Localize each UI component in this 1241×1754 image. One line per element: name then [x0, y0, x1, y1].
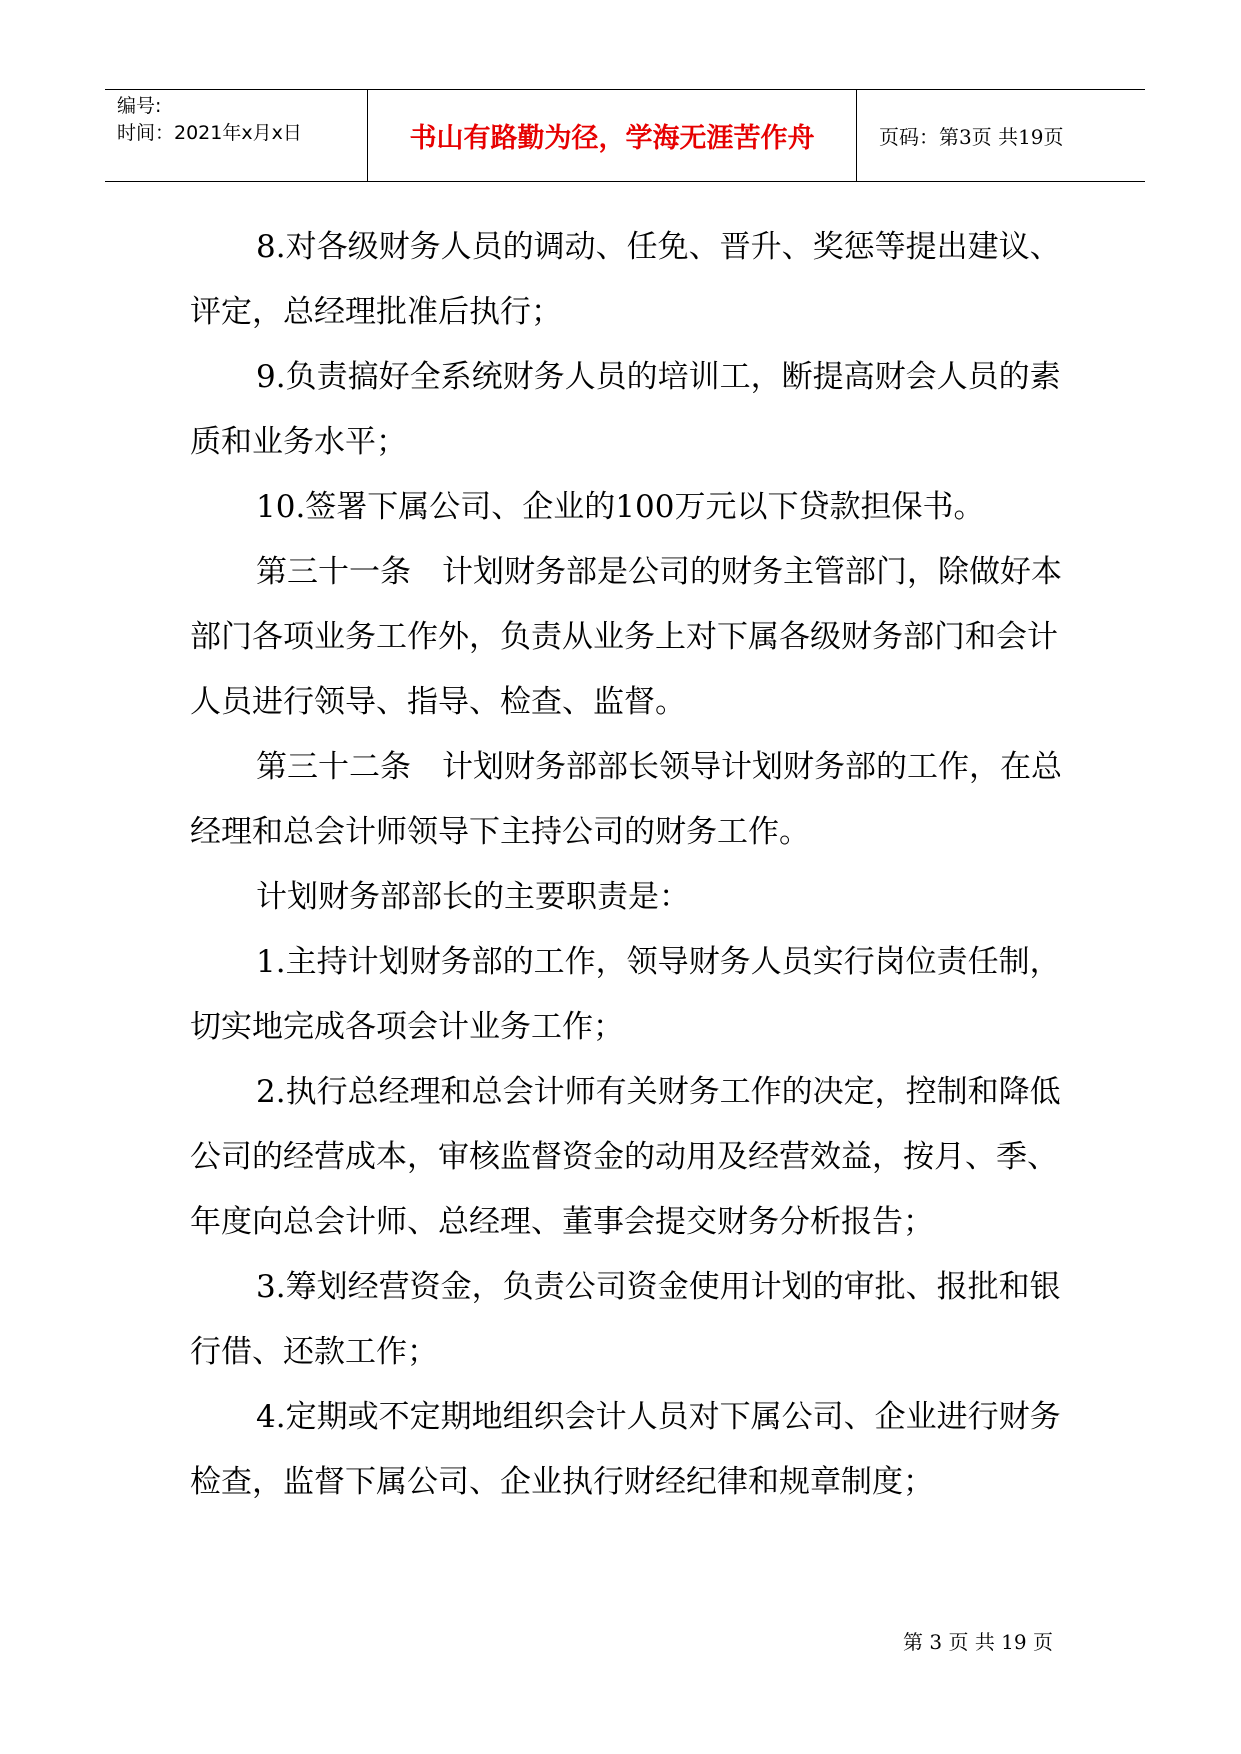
paragraph: 2.执行总经理和总会计师有关财务工作的决定，控制和降低公司的经营成本，审核监督资金的动用及经营效益，按月、季、年度向总会计师、总经理、董事会提交财务分析报告； [190, 1074, 1061, 1240]
document-number-label: 编号: [117, 95, 162, 117]
header-meta-cell [105, 90, 368, 181]
paragraph: 8.对各级财务人员的调动、任免、晋升、奖惩等提出建议、评定，总经理批准后执行； [190, 229, 1061, 330]
header-page-code: 页码：第3页 共19页 [879, 125, 1064, 149]
document-time-label: 时间：2021年x月x日 [117, 122, 302, 144]
paragraph: 第三十一条 计划财务部是公司的财务主管部门，除做好本部门各项业务工作外，负责从业务上对下属各级财务部门和会计人员进行领导、指导、检查、监督。 [190, 554, 1062, 720]
paragraph: 4.定期或不定期地组织会计人员对下属公司、企业进行财务检查，监督下属公司、企业执行财经纪律和规章制度； [190, 1399, 1061, 1500]
document-body [190, 215, 1070, 1515]
paragraph: 10.签署下属公司、企业的100万元以下贷款担保书。 [256, 489, 985, 525]
paragraph: 第三十二条 计划财务部部长领导计划财务部的工作，在总经理和总会计师领导下主持公司的财务工作。 [190, 749, 1062, 850]
page-footer-number: 第 3 页 共 19 页 [903, 1630, 1053, 1654]
paragraph: 1.主持计划财务部的工作，领导财务人员实行岗位责任制，切实地完成各项会计业务工作； [190, 944, 1061, 1045]
paragraph: 9.负责搞好全系统财务人员的培训工，断提高财会人员的素质和业务水平； [190, 359, 1061, 460]
paragraph: 3.筹划经营资金，负责公司资金使用计划的审批、报批和银行借、还款工作； [190, 1269, 1061, 1370]
header-motto: 书山有路勤为径，学海无涯苦作舟 [368, 90, 857, 181]
page-header [105, 89, 1145, 182]
paragraph: 计划财务部部长的主要职责是： [256, 879, 690, 915]
